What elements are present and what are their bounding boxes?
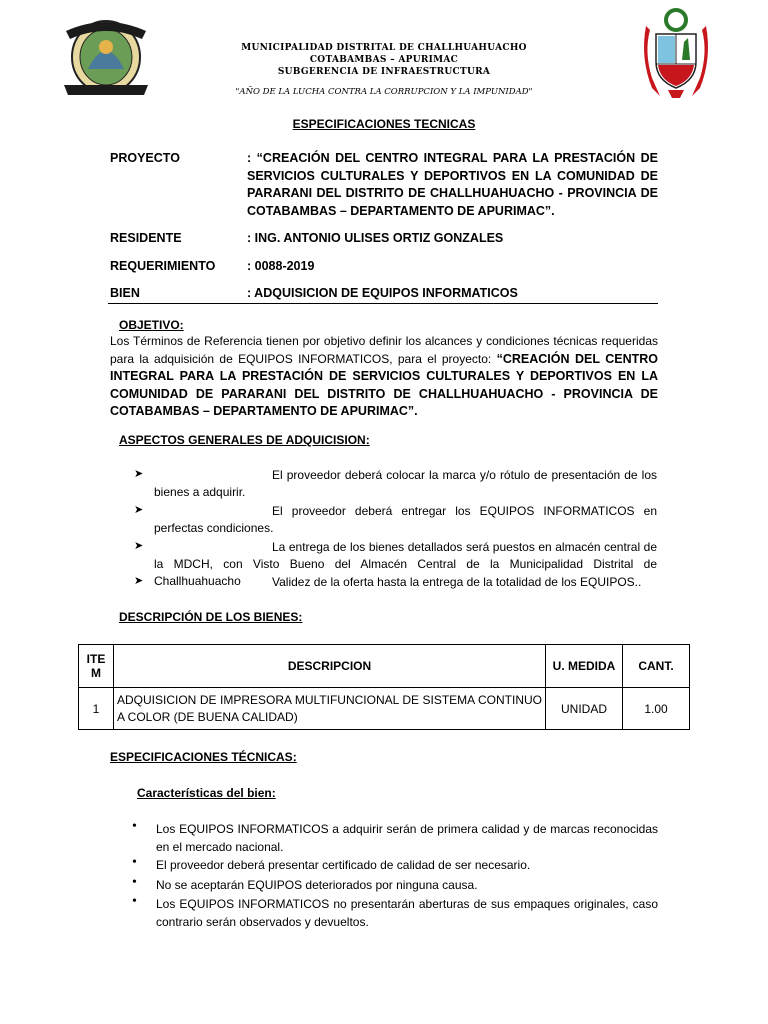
col-header-cantidad: CANT. [623, 645, 690, 688]
bienes-table [78, 644, 690, 730]
especificaciones-item: El proveedor deberá presentar certificado de calidad de ser necesario. [156, 858, 531, 872]
header-motto: "AÑO DE LA LUCHA CONTRA LA CORRUPCION Y LA IMPUNIDAD" [235, 87, 533, 97]
cell-cantidad: 1.00 [623, 688, 690, 730]
arrow-bullet-icon: ➤ [134, 540, 144, 552]
objetivo-paragraph [110, 333, 658, 421]
aspectos-item-text: El proveedor deberá colocar la marca y/o rótulo de presentación de los bienes a adquirir. [154, 468, 657, 499]
aspectos-item-text: El proveedor deberá entregar los EQUIPOS INFORMATICOS en perfectas condiciones. [154, 504, 657, 535]
field-value-residente: : ING. ANTONIO ULISES ORTIZ GONZALES [247, 231, 504, 245]
aspectos-item [154, 467, 657, 501]
col-header-item: ITE M [79, 645, 114, 688]
objetivo-project-name: “CREACIÓN DEL CENTRO INTEGRAL PARA LA PRESTACIÓN DE SERVICIOS CULTURALES Y DEPORTIVOS EN LA COMUNIDAD DE PARARANI DEL DISTRITO DE CHALLHUAHUACHO - PROVINCIA DE COTABAMBAS – DEPARTAMENTO DE APURIMAC”. [110, 351, 658, 418]
descripcion-heading: DESCRIPCIÓN DE LOS BIENES: [119, 610, 303, 624]
aspectos-heading: ASPECTOS GENERALES DE ADQUICISION: [119, 433, 370, 447]
field-label-residente: RESIDENTE [110, 231, 182, 245]
especificaciones-item: Los EQUIPOS INFORMATICOS a adquirir serán de primera calidad y de marcas reconocidas en el mercado nacional. [156, 822, 658, 854]
bullet-icon: • [132, 875, 137, 890]
header-divider [108, 303, 658, 304]
arrow-bullet-icon: ➤ [134, 468, 144, 480]
field-label-requerimiento: REQUERIMIENTO [110, 259, 216, 273]
header-line-3: SUBGERENCIA DE INFRAESTRUCTURA [277, 67, 491, 77]
aspectos-item [154, 574, 657, 591]
bullet-icon: • [132, 819, 137, 834]
page-title: ESPECIFICACIONES TECNICAS [292, 117, 476, 131]
aspectos-item-text: Validez de la oferta hasta la entrega de la totalidad de los EQUIPOS.. [272, 575, 642, 589]
cell-item: 1 [79, 688, 114, 730]
arrow-bullet-icon: ➤ [134, 504, 144, 516]
aspectos-item [154, 503, 657, 537]
field-label-bien: BIEN [110, 286, 140, 300]
field-value-requerimiento: : 0088-2019 [247, 259, 315, 273]
aspectos-item-text: La entrega de los bienes detallados será puestos en almacén central de la MDCH, con Visto Bueno del Almacén Central de la Municipalidad Distrital de Challhuahuacho [154, 540, 657, 588]
bullet-icon: • [132, 855, 137, 870]
table-header-row [79, 645, 690, 688]
especificaciones-item: No se aceptarán EQUIPOS deteriorados por ninguna causa. [156, 878, 478, 892]
especificaciones-item: Los EQUIPOS INFORMATICOS no presentarán aberturas de sus empaques originales, caso contrario serán observados y devueltos. [156, 897, 658, 929]
cell-descripcion: ADQUISICION DE IMPRESORA MULTIFUNCIONAL DE SISTEMA CONTINUO A COLOR (DE BUENA CALIDAD) [114, 688, 546, 730]
header-line-1: MUNICIPALIDAD DISTRITAL DE CHALLHUAHUACHO [241, 43, 527, 53]
objetivo-heading: OBJETIVO: [119, 318, 184, 332]
caracteristicas-subheading: Características del bien: [137, 786, 276, 800]
field-value-proyecto: : “CREACIÓN DEL CENTRO INTEGRAL PARA LA PRESTACIÓN DE SERVICIOS CULTURALES Y DEPORTIVOS EN LA COMUNIDAD DE PARARANI DEL DISTRITO DE CHALLHUAHUACHO - PROVINCIA DE COTABAMBAS – DEPARTAMENTO DE APURIMAC”. [247, 151, 658, 218]
bullet-icon: • [132, 894, 137, 909]
objetivo-text: Los Términos de Referencia tienen por objetivo definir los alcances y condiciones técnicas requeridas para la adquisición de EQUIPOS INFORMATICOS, para el proyecto: [110, 334, 658, 366]
field-value-bien: : ADQUISICION DE EQUIPOS INFORMATICOS [247, 286, 518, 300]
col-header-descripcion: DESCRIPCION [114, 645, 546, 688]
especificaciones-heading: ESPECIFICACIONES TÉCNICAS: [110, 750, 297, 764]
header-line-2: COTABAMBAS – APURIMAC [309, 55, 459, 65]
col-header-unidad: U. MEDIDA [546, 645, 623, 688]
arrow-bullet-icon: ➤ [134, 575, 144, 587]
field-label-proyecto: PROYECTO [110, 151, 180, 165]
table-row [79, 688, 690, 730]
cell-unidad: UNIDAD [546, 688, 623, 730]
